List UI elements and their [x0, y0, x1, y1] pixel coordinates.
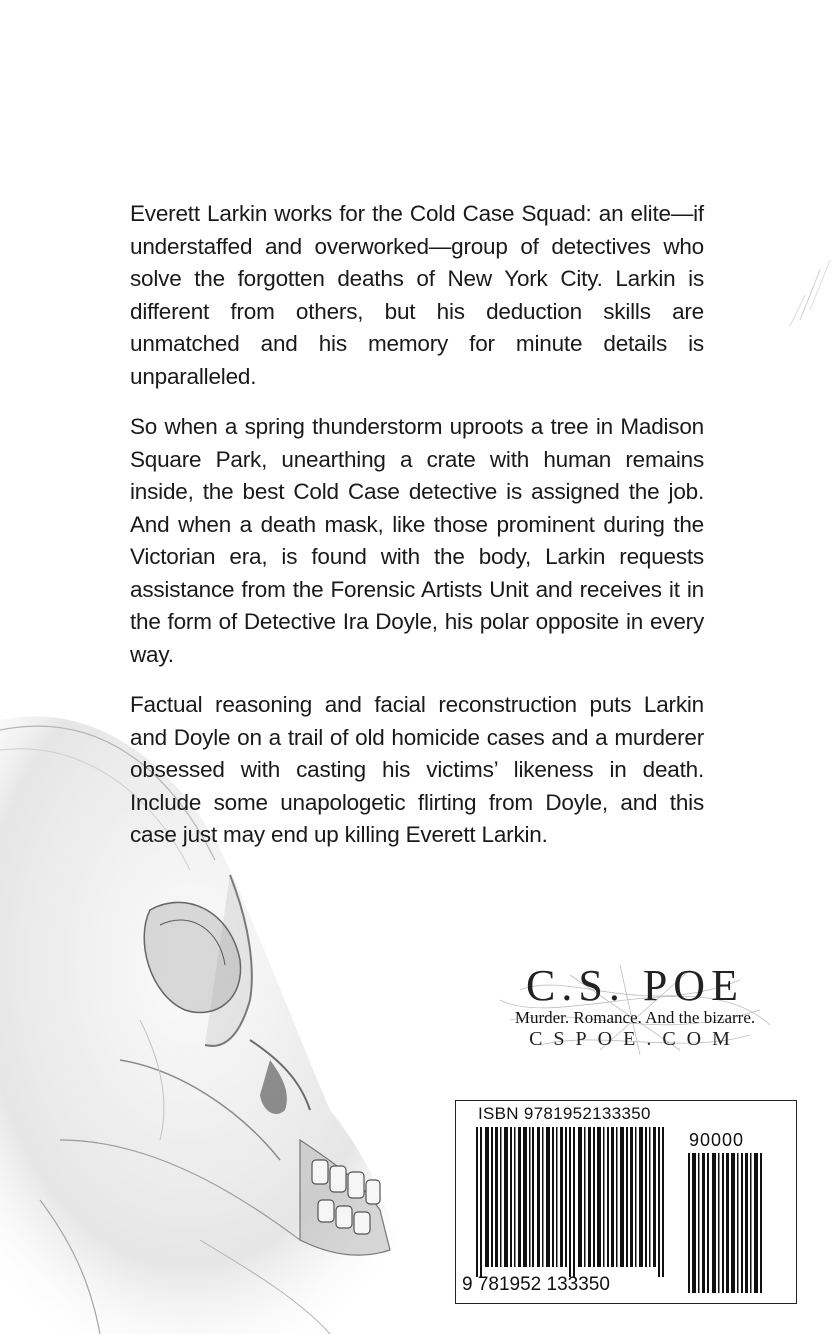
author-name: C.S. POE — [526, 961, 744, 1010]
blurb-paragraph: So when a spring thunderstorm uproots a tree in Madison Square Park, unearthing a crate with human remains inside, the best Cold Case detective is assigned the job. And when a death mask, like those prominent during the Victorian era, is found with the body, Larkin requests assistance from the Forensic Artists Unit and receives it in the form of Detective Ira Doyle, his polar opposite in every way. — [130, 414, 704, 667]
blurb-paragraph: Factual reasoning and facial reconstruction puts Larkin and Doyle on a trail of old homicide cases and a murderer obsessed with casting his victims’ likeness in death. Include some unapologetic flirting from Doyle, and this case just may end up killing Everett Larkin. — [130, 692, 704, 847]
blurb-paragraph: Everett Larkin works for the Cold Case Squad: an elite—if understaffed and overworked—group of detectives who solve the forgotten deaths of New York City. Larkin is different from others, but his deduction skills are unmatched and his memory for minute details is unparalleled. — [130, 201, 704, 389]
book-blurb — [130, 198, 704, 870]
price-code: 90000 — [689, 1130, 745, 1150]
isbn-label: ISBN 9781952133350 — [478, 1104, 651, 1123]
author-website: CSPOE.COM — [529, 1028, 741, 1050]
isbn-barcode — [455, 1100, 797, 1304]
author-tagline: Murder. Romance. And the bizarre. — [514, 1008, 756, 1027]
barcode-digits: 9 781952 133350 — [462, 1274, 610, 1295]
barcode-bars — [456, 1101, 796, 1303]
author-brand — [480, 950, 780, 1060]
scratch-marks — [780, 250, 834, 330]
